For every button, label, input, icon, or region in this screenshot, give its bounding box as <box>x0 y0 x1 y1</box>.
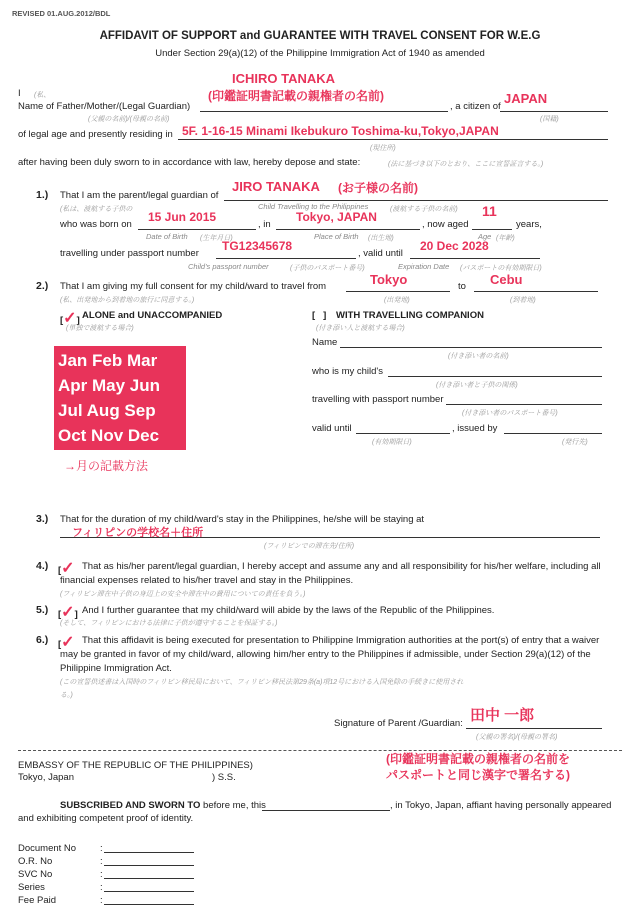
months-box <box>54 346 186 450</box>
from-value: Tokyo <box>370 272 408 287</box>
months-list <box>58 348 160 448</box>
document-no-label: Document No <box>18 843 77 854</box>
issued-by-label: , issued by <box>452 423 498 434</box>
subscribed-bold: SUBSCRIBED AND SWORN TO <box>60 800 201 811</box>
subscribed-rest: before me, this <box>203 800 266 811</box>
item3-jp: (フィリピンでの滞在先/住所) <box>264 543 355 550</box>
expiry-label: Expiration Date <box>398 262 450 271</box>
child-name-value: JIRO TANAKA <box>232 179 320 194</box>
companion-passport-line <box>446 404 602 405</box>
item6-check-mark: ✓ <box>61 634 75 651</box>
issued-by-line <box>504 433 602 434</box>
or-no-line <box>104 865 194 866</box>
item6-jp1: (この宣誓供述書は入国時のフィリピン移民局において、フィリピン移民法第29条(a)項12号における入国免除の手続きに使用され <box>60 679 464 686</box>
parent-name-line <box>200 111 448 112</box>
dest-value: Cebu <box>490 272 523 287</box>
expiry-line <box>410 258 540 259</box>
months-note: →月の記載方法 <box>64 459 149 473</box>
passport-number-label: travelling under passport number <box>60 248 199 259</box>
svc-no-line <box>104 878 194 879</box>
to-jp: (到着地) <box>510 297 536 304</box>
child-jp: (渡航する子供の名前) <box>390 206 458 213</box>
series-colon: : <box>100 882 103 893</box>
dob-jp: (生年月日) <box>200 235 233 242</box>
passport-line <box>216 258 356 259</box>
svc-no-colon: : <box>100 869 103 880</box>
sworn-jp: (法に基づき以下のとおり、ここに宣誓証言する。) <box>388 161 544 168</box>
passport-label: Child's passport number <box>188 262 269 271</box>
dob-label: Date of Birth <box>146 232 188 241</box>
page-title: AFFIDAVIT OF SUPPORT and GUARANTEE WITH TRAVEL CONSENT FOR W.E.G <box>99 30 541 42</box>
item6-text1: That this affidavit is being executed for presentation to Philippine Immigration authorities at the port(s) of entry that a waiver <box>82 635 600 646</box>
item4-jp: (フィリピン滞在中子供の身辺上の安全や滞在中の費用についての責任を負う。) <box>60 591 306 598</box>
pob-jp: (出生地) <box>368 235 394 242</box>
item6-text2: may be granted in favor of my child/ward, allowing him/her entry to the Philippines if admissible, under Section 29(a)(12) of the <box>60 649 591 660</box>
subscribed-end: , in Tokyo, Japan, affiant having personally appeared <box>390 800 612 811</box>
years-label: years, <box>516 219 542 230</box>
residing-label: of legal age and presently residing in <box>18 129 173 140</box>
item5-number: 5.) <box>36 604 49 616</box>
child-label: Child Travelling to the Philippines <box>258 202 369 211</box>
passport-jp: (子供のパスポート番号) <box>290 265 365 272</box>
item1-number: 1.) <box>36 189 49 201</box>
signature-note-2: パスポートと同じ漢字で署名する) <box>386 768 570 782</box>
item5-text: And I further guarantee that my child/ward will abide by the laws of the Republic of the Philippines. <box>82 605 495 616</box>
item3-text: That for the duration of my child/ward's stay in the Philippines, he/she will be staying at <box>60 514 425 525</box>
issued-by-jp: (発行先) <box>562 439 588 446</box>
pob-line <box>276 229 420 230</box>
identity-text: and exhibiting competent proof of identity. <box>18 813 194 824</box>
expiry-jp: (パスポートの有効期限日) <box>460 265 542 272</box>
item4-check-mark: ✓ <box>61 560 75 577</box>
embassy-city: Tokyo, Japan <box>18 772 74 783</box>
embassy-title: EMBASSY OF THE REPUBLIC OF THE PHILIPPINES) <box>18 760 253 771</box>
or-no-colon: : <box>100 856 103 867</box>
parent-name-label: Name of Father/Mother/(Legal Guardian) <box>18 101 191 112</box>
series-line <box>104 891 194 892</box>
sworn-text: after having been duly sworn to in accordance with law, hereby depose and state: <box>18 157 361 168</box>
item6-jp2: る。) <box>60 692 73 699</box>
embassy-ss: ) S.S. <box>212 772 236 783</box>
item6-checkbox[interactable]: [✓ <box>58 634 75 651</box>
expiry-value: 20 Dec 2028 <box>420 239 489 253</box>
companion-label: WITH TRAVELLING COMPANION <box>336 310 484 321</box>
fee-paid-colon: : <box>100 895 103 906</box>
months-row: Jul Aug Sep <box>58 401 156 420</box>
companion-name-jp: (付き添い者の名前) <box>448 353 509 360</box>
school-value: フィリピンの学校名＋住所 <box>72 527 204 539</box>
item4-text1: That as his/her parent/legal guardian, I hereby accept and assume any and all responsibility for his/her welfare, including all <box>82 561 601 572</box>
page-subtitle: Under Section 29(a)(12) of the Philippine Immigration Act of 1940 as amended <box>155 48 485 59</box>
address-jp: (現住所) <box>370 145 396 152</box>
item1-jp: (私は、渡航する子供の <box>60 206 133 213</box>
parent-name-jp: (父親の名前)/(母親の名前) <box>88 116 170 123</box>
item5-jp: (そして、フィリピンにおける法律に子供が遵守することを保証する。) <box>60 620 278 627</box>
months-row: Jan Feb Mar <box>58 351 158 370</box>
valid-until-label: , valid until <box>358 248 403 259</box>
parent-name-value: ICHIRO TANAKA <box>232 71 336 86</box>
alone-label: ALONE and UNACCOMPANIED <box>82 310 223 321</box>
dob-line <box>138 229 256 230</box>
companion-valid-line <box>356 433 450 434</box>
from-jp: (出発地) <box>384 297 410 304</box>
item6-text3: Philippine Immigration Act. <box>60 663 172 674</box>
stay-line <box>60 537 600 538</box>
address-value: 5F. 1-16-15 Minami Ikebukuro Toshima-ku,Tokyo,JAPAN <box>182 124 499 138</box>
months-row: Apr May Jun <box>58 376 161 395</box>
companion-name-line <box>340 347 602 348</box>
in-label: , in <box>258 219 271 230</box>
fee-paid-label: Fee Paid <box>18 895 57 906</box>
companion-valid-jp: (有効期限日) <box>372 439 412 446</box>
item4-number: 4.) <box>36 560 49 572</box>
relation-label: who is my child's <box>312 366 383 377</box>
item4-text2: financial expenses related to his/her travel and stay in the Philippines. <box>60 575 354 586</box>
companion-name-label: Name <box>312 337 338 348</box>
companion-passport-jp: (付き添い者のパスポート番号) <box>462 410 558 417</box>
document-no-line <box>104 852 194 853</box>
subscribed-text <box>60 800 266 811</box>
relation-line <box>388 376 602 377</box>
from-line <box>346 291 450 292</box>
pob-value: Tokyo, JAPAN <box>296 210 377 224</box>
now-aged-label: , now aged <box>422 219 469 230</box>
age-value: 11 <box>482 203 497 219</box>
intro-i-jp: (私、 <box>34 92 51 99</box>
alone-check-mark: ✓ <box>63 310 77 327</box>
fee-paid-line <box>104 904 194 905</box>
born-on-label: who was born on <box>60 219 132 230</box>
companion-passport-label: travelling with passport number <box>312 394 444 405</box>
item4-checkbox[interactable]: [✓ <box>58 560 75 577</box>
dob-value: 15 Jun 2015 <box>148 210 217 224</box>
alone-jp: (単独で渡航する場合) <box>66 325 134 332</box>
intro-i: I <box>18 88 21 99</box>
item6-number: 6.) <box>36 634 49 646</box>
passport-value: TG12345678 <box>222 239 293 253</box>
item5-check-mark: ✓ <box>61 604 75 621</box>
companion-jp: (付き添い人と渡航する場合) <box>316 325 405 332</box>
country-line <box>500 111 608 112</box>
child-name-line <box>224 200 608 201</box>
signature-label: Signature of Parent /Guardian: <box>334 718 463 729</box>
item3-number: 3.) <box>36 513 49 525</box>
revision-label: REVISED 01.AUG.2012/BDL <box>12 9 111 18</box>
or-no-label: O.R. No <box>18 856 53 867</box>
to-label: to <box>458 281 466 292</box>
signature-value: 田中 一郎 <box>470 707 535 724</box>
companion-valid-label: valid until <box>312 423 352 434</box>
signature-jp: (父親の署名)/(母親の署名) <box>476 734 558 741</box>
dest-line <box>474 291 598 292</box>
age-line <box>472 229 512 230</box>
series-label: Series <box>18 882 45 893</box>
alone-checkbox[interactable]: [✓] <box>60 310 80 327</box>
address-line <box>178 139 608 140</box>
citizen-of-label: , a citizen of <box>450 101 501 112</box>
parent-name-note: (印鑑証明書記載の親権者の名前) <box>208 89 384 103</box>
age-jp: (年齢) <box>496 235 515 242</box>
signature-line <box>466 728 602 729</box>
child-name-note: (お子様の名前) <box>338 181 418 195</box>
item2-number: 2.) <box>36 280 49 292</box>
svc-no-label: SVC No <box>18 869 53 880</box>
relation-jp: (付き添い者と子供の関係) <box>436 382 518 389</box>
item1-text: That I am the parent/legal guardian of <box>60 190 219 201</box>
sworn-date-line <box>262 810 390 811</box>
item2-text: That I am giving my full consent for my child/ward to travel from <box>60 281 327 292</box>
item2-jp: (私、出発地から到着地の旅行に同意する。) <box>60 297 195 304</box>
age-label: Age <box>478 232 492 241</box>
country-jp: (国籍) <box>540 116 559 123</box>
country-value: JAPAN <box>504 91 548 106</box>
pob-label: Place of Birth <box>314 232 359 241</box>
months-row: Oct Nov Dec <box>58 426 160 445</box>
item5-checkbox[interactable]: [✓] <box>58 604 78 621</box>
companion-checkbox[interactable]: [ ] <box>312 310 327 321</box>
document-no-colon: : <box>100 843 103 854</box>
signature-note-1: (印鑑証明書記載の親権者の名前を <box>386 752 570 766</box>
